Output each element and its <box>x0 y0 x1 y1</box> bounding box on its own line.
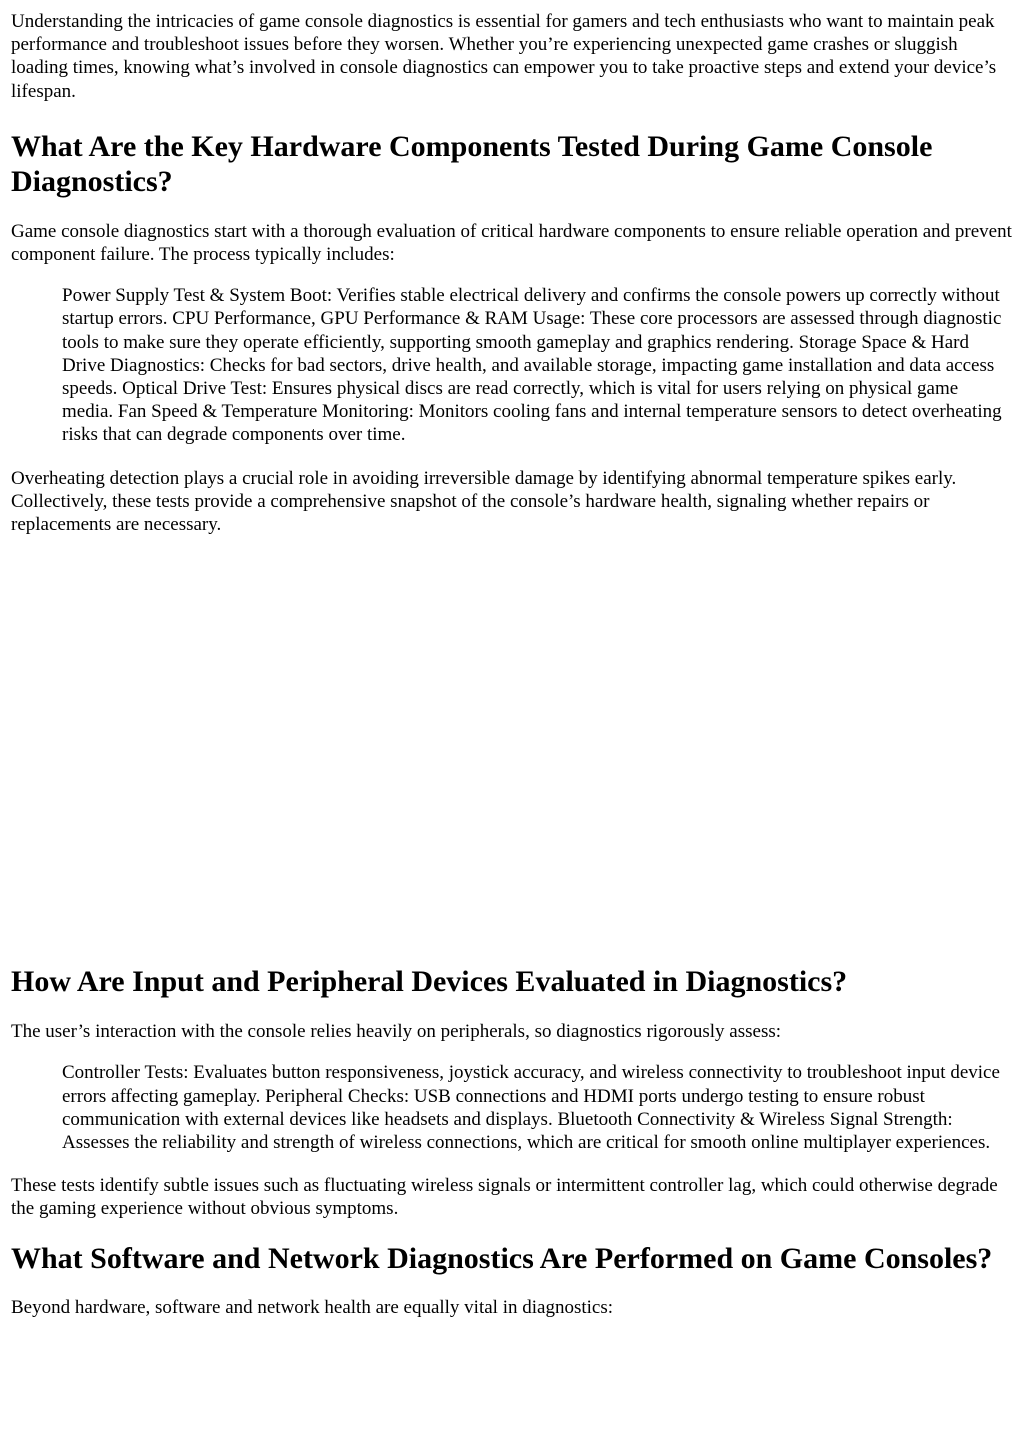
intro-paragraph: Understanding the intricacies of game console diagnostics is essential for gamers and tech enthusiasts who want to maintain peak performance and troubleshoot issues before they worsen. Whether you’re experiencing unexpected game crashes or sluggish loading times, knowing what’s involved in console diagnostics can empower you to take proactive steps and extend your device’s lifespan. <box>11 11 997 102</box>
article-page <box>0 10 1024 1456</box>
hardware-lead-paragraph: Game console diagnostics start with a thorough evaluation of critical hardware components to ensure reliable operation and prevent component failure. The process typically includes: <box>11 220 1012 266</box>
input-tests-blockquote: Controller Tests: Evaluates button responsiveness, joystick accuracy, and wireless connectivity to troubleshoot input device errors affecting gameplay. Peripheral Checks: USB connections and HDMI ports undergo testing to ensure robust communication with external devices like headsets and displays. Bluetooth Connectivity & Wireless Signal Strength: Assesses the reliability and strength of wireless connections, which are critical for smooth online multiplayer experiences. <box>62 1062 1000 1154</box>
blank-ad-space <box>11 536 1013 964</box>
input-summary-paragraph: These tests identify subtle issues such as fluctuating wireless signals or intermittent controller lag, which could otherwise degrade the gaming experience without obvious symptoms. <box>11 1175 998 1220</box>
input-lead-paragraph: The user’s interaction with the console relies heavily on peripherals, so diagnostics rigorously assess: <box>11 1021 782 1043</box>
software-lead-paragraph: Beyond hardware, software and network health are equally vital in diagnostics: <box>11 1296 613 1318</box>
software-heading: What Software and Network Diagnostics Are Performed on Game Consoles? <box>11 1241 993 1275</box>
hardware-summary-paragraph: Overheating detection plays a crucial role in avoiding irreversible damage by identifying abnormal temperature spikes early. Collectively, these tests provide a comprehensive snapshot of the console’s hardware health, signaling whether repairs or replacements are necessary. <box>11 467 957 536</box>
hardware-tests-blockquote: Power Supply Test & System Boot: Verifies stable electrical delivery and confirms the console powers up correctly without startup errors. CPU Performance, GPU Performance & RAM Usage: These core processors are assessed through diagnostic tools to make sure they operate efficiently, supporting smooth gameplay and graphics rendering. Storage Space & Hard Drive Diagnostics: Checks for bad sectors, drive health, and available storage, impacting game installation and data access speeds. Optical Drive Test: Ensures physical discs are read correctly, which is vital for users relying on physical game media. Fan Speed & Temperature Monitoring: Monitors cooling fans and internal temperature sensors to detect overheating risks that can degrade components over time. <box>62 285 1002 446</box>
hardware-heading: What Are the Key Hardware Components Tested During Game Console Diagnostics? <box>11 129 933 198</box>
input-heading: How Are Input and Peripheral Devices Evaluated in Diagnostics? <box>11 965 848 999</box>
